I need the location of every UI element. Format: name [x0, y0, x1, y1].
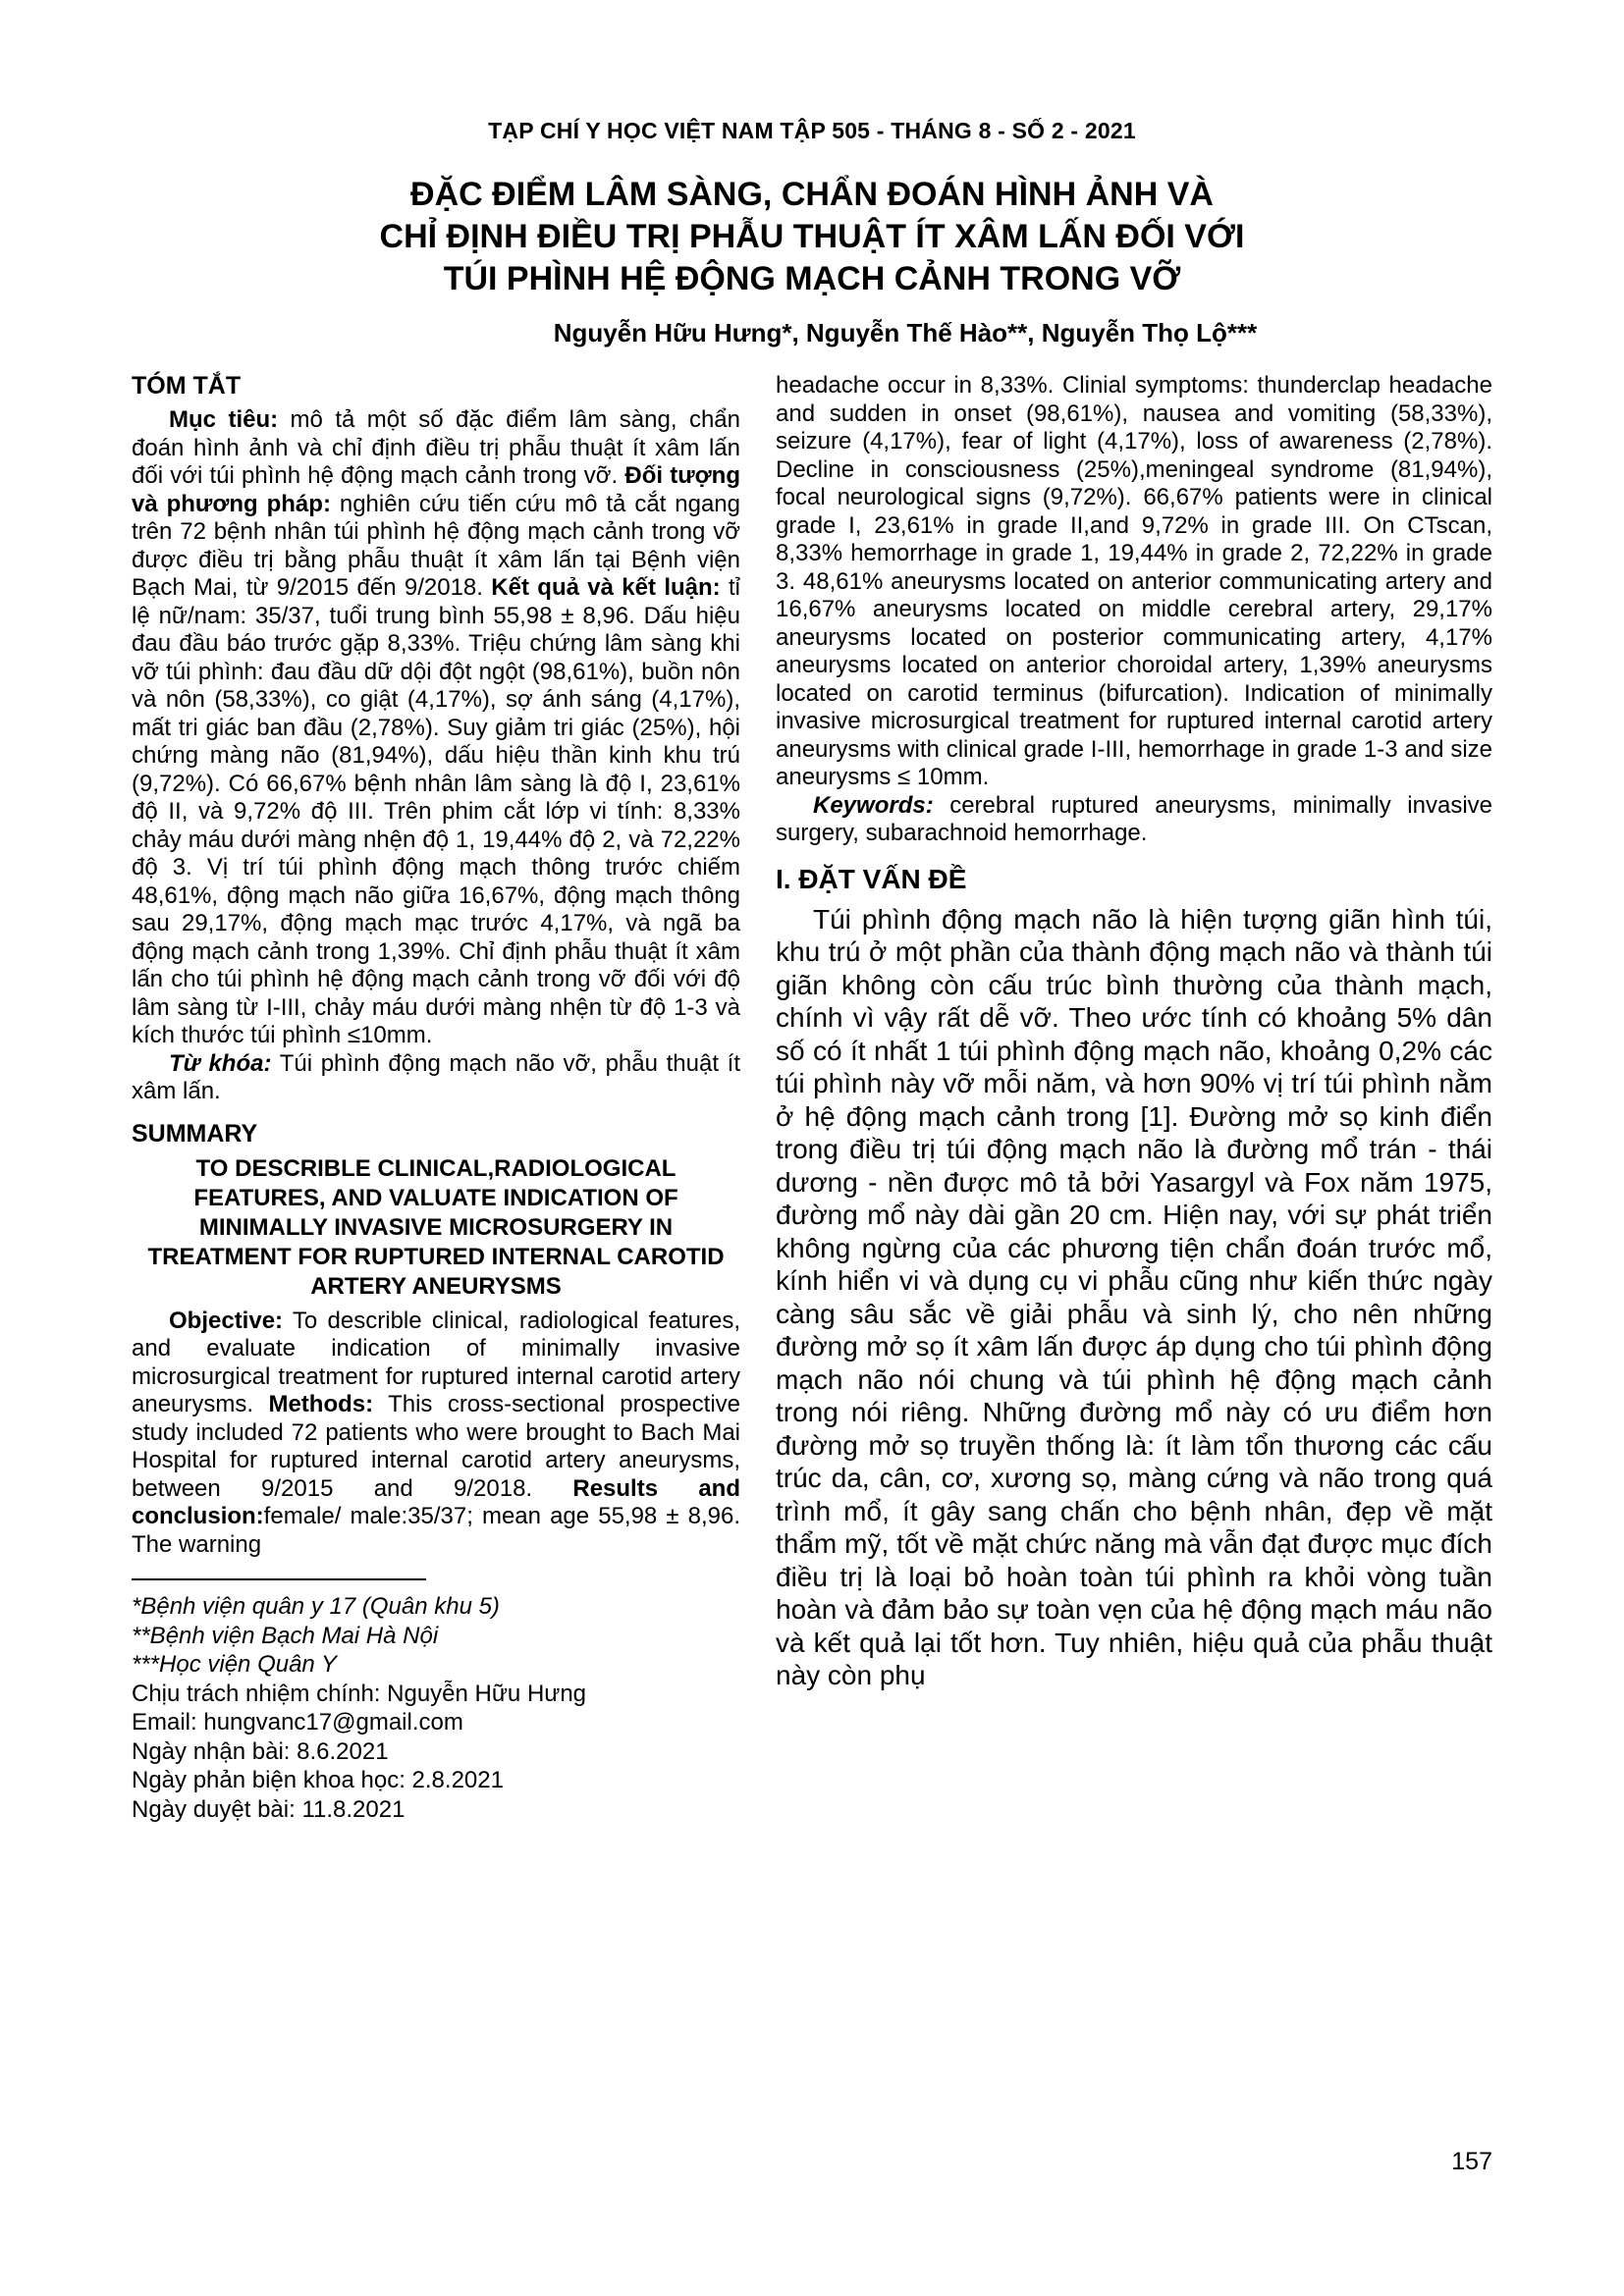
journal-running-header: TẠP CHÍ Y HỌC VIỆT NAM TẬP 505 - THÁNG 8 - SỐ 2 - 2021 [488, 118, 1136, 143]
keywords-en-paragraph: Keywords: cerebral ruptured aneurysms, minimally invasive surgery, subarachnoid hemorrhage. [776, 791, 1492, 846]
right-column [776, 372, 1492, 1692]
page-number: 157 [1451, 2148, 1492, 2175]
affiliation-note-1: *Bệnh viện quân y 17 (Quân khu 5) [132, 1593, 500, 1620]
keywords-vi-paragraph: Từ khóa: Túi phình động mạch não vỡ, phẫu thuật ít xâm lấn. [132, 1049, 741, 1104]
left-column [132, 372, 740, 1824]
summary-english-title: TO DESCRIBLE CLINICAL,RADIOLOGICAL FEATURES, AND VALUATE INDICATION OF MINIMALLY INVASIVE MICROSURGERY IN TREATMENT FOR RUPTURED INTERNAL CAROTID ARTERY ANEURYSMS [147, 1154, 725, 1300]
article-title-line-1: ĐẶC ĐIỂM LÂM SÀNG, CHẨN ĐOÁN HÌNH ẢNH VÀ [410, 176, 1214, 213]
summary-heading: SUMMARY [132, 1119, 258, 1148]
introduction-paragraph: Túi phình động mạch não là hiện tượng giãn hình túi, khu trú ở một phần của thành động mạch não và thành túi giãn không còn cấu trúc bình thường của thành mạch, chính vì vậy rất dễ vỡ. Theo ước tính có khoảng 5% dân số có ít nhất 1 túi phình động mạch não, khoảng 0,2% các túi phình này vỡ mỗi năm, và hơn 90% vị trí túi phình nằm ở hệ động mạch cảnh trong [1]. Đường mở sọ kinh điển trong điều trị túi động mạch não là đường mổ trán - thái dương - nền được mô tả bởi Yasargyl và Fox năm 1975, đường mổ này dài gần 20 cm. Hiện nay, với sự phát triển không ngừng của các phương tiện chẩn đoán trước mổ, kính hiển vi và dụng cụ vi phẫu cũng như kiến thức ngày càng sâu sắc về giải phẫu và sinh lý, cho nên những đường mở sọ ít xâm lấn được áp dụng cho túi phình động mạch não nói chung và túi phình hệ động mạch cảnh trong nói riêng. Những đường mổ này có ưu điểm hơn đường mở sọ truyền thống là: ít làm tổn thương các cấu trúc da, cân, cơ, xương sọ, màng cứng và não trong quá trình mổ, ít gây sang chấn cho bệnh nhân, đẹp về mặt thẩm mỹ, tốt về mặt chức năng mà vẫn đạt được mục đích điều trị là loại bỏ hoàn toàn túi phình ra khỏi vòng tuần hoàn và đảm bảo sự toàn vẹn của hệ động mạch máu não và kết quả lại tốt hơn. Tuy nhiên, hiệu quả của phẫu thuật này còn phụ [776, 903, 1492, 1690]
accepted-date-line: Ngày duyệt bài: 11.8.2021 [132, 1795, 406, 1823]
two-column-body [132, 372, 1492, 1824]
affiliation-note-2: **Bệnh viện Bạch Mai Hà Nội [132, 1622, 439, 1649]
introduction-heading: I. ĐẶT VẤN ĐỀ [776, 863, 967, 894]
summary-continuation-paragraph: headache occur in 8,33%. Clinial symptoms: thunderclap headache and sudden in onset (98,61%), nausea and vomiting (58,33%), seizure (4,17%), fear of light (4,17%), loss of awareness (2,78%). Decline in consciousness (25%),meningeal syndrome (81,94%), focal neurological signs (9,72%). 66,67% patients were in clinical grade I, 23,61% in grade II,and 9,72% in grade III. On CTscan, 8,33% hemorrhage in grade 1, 19,44% in grade 2, 72,22% in grade 3. 48,61% aneurysms located on anterior communicating artery and 16,67% aneurysms located on middle cerebral artery, 29,17% aneurysms located on posterior communicating artery, 4,17% aneurysms located on anterior choroidal artery, 1,39% aneurysms located on carotid terminus (bifurcation). Indication of minimally invasive microsurgical treatment for ruptured internal carotid artery aneurysms with clinical grade I-III, hemorrhage in grade 1-3 and size aneurysms ≤ 10mm. [776, 372, 1492, 790]
article-title [132, 174, 1492, 300]
email-line: Email: hungvanc17@gmail.com [132, 1709, 463, 1735]
article-title-line-3: TÚI PHÌNH HỆ ĐỘNG MẠCH CẢNH TRONG VỠ [443, 260, 1181, 297]
affiliation-note-3: ***Học viện Quân Y [132, 1651, 338, 1678]
correspondence-line: Chịu trách nhiệm chính: Nguyễn Hữu Hưng [132, 1680, 587, 1707]
summary-paragraph: Objective: To describle clinical, radiological features, and evaluate indication of minimally invasive microsurgical treatment for ruptured internal carotid artery aneurysms. Methods: This cross-sectional prospective study included 72 patients who were brought to Bach Mai Hospital for ruptured internal carotid artery aneurysms, between 9/2015 and 9/2018. Results and conclusion:female/ male:35/37; mean age 55,98 ± 8,96. The warning [132, 1307, 740, 1558]
abstract-heading: TÓM TẮT [132, 372, 242, 400]
review-date-line: Ngày phản biện khoa học: 2.8.2021 [132, 1767, 504, 1793]
authors-line: Nguyễn Hữu Hưng*, Nguyễn Thế Hào**, Nguyễn Thọ Lộ*** [553, 318, 1258, 347]
footnote-block [132, 1578, 740, 1824]
received-date-line: Ngày nhận bài: 8.6.2021 [132, 1737, 389, 1765]
abstract-paragraph: Mục tiêu: mô tả một số đặc điểm lâm sàng, chẩn đoán hình ảnh và chỉ định điều trị phẫu thuật ít xâm lấn đối với túi phình hệ động mạch cảnh trong vỡ. Đối tượng và phương pháp: nghiên cứu tiến cứu mô tả cắt ngang trên 72 bệnh nhân túi phình hệ động mạch cảnh trong vỡ được điều trị bằng phẫu thuật ít xâm lấn tại Bệnh viện Bạch Mai, từ 9/2015 đến 9/2018. Kết quả và kết luận: tỉ lệ nữ/nam: 35/37, tuổi trung bình 55,98 ± 8,96. Dấu hiệu đau đầu báo trước gặp 8,33%. Triệu chứng lâm sàng khi vỡ túi phình: đau đầu dữ dội đột ngột (98,61%), buồn nôn và nôn (58,33%), co giật (4,17%), sợ ánh sáng (4,17%), mất tri giác ban đầu (2,78%). Suy giảm tri giác (25%), hội chứng màng não (81,94%), dấu hiệu thần kinh khu trú (9,72%). Có 66,67% bệnh nhân lâm sàng là độ I, 23,61% độ II, và 9,72% độ III. Trên phim cắt lớp vi tính: 8,33% chảy máu dưới màng nhện độ 1, 19,44% độ 2, và 72,22% độ 3. Vị trí túi phình động mạch thông trước chiếm 48,61%, động mạch não giữa 16,67%, động mạch thông sau 29,17%, động mạch mạc trước 4,17%, và ngã ba động mạch cảnh trong 1,39%. Chỉ định phẫu thuật ít xâm lấn cho túi phình hệ động mạch cảnh trong vỡ đối với độ lâm sàng từ I-III, chảy máu dưới màng nhện từ độ 1-3 và kích thước túi phình ≤10mm. [132, 406, 740, 1048]
footnote-divider [132, 1578, 426, 1580]
article-title-line-2: CHỈ ĐỊNH ĐIỀU TRỊ PHẪU THUẬT ÍT XÂM LẤN ĐỐI VỚI [379, 218, 1245, 255]
